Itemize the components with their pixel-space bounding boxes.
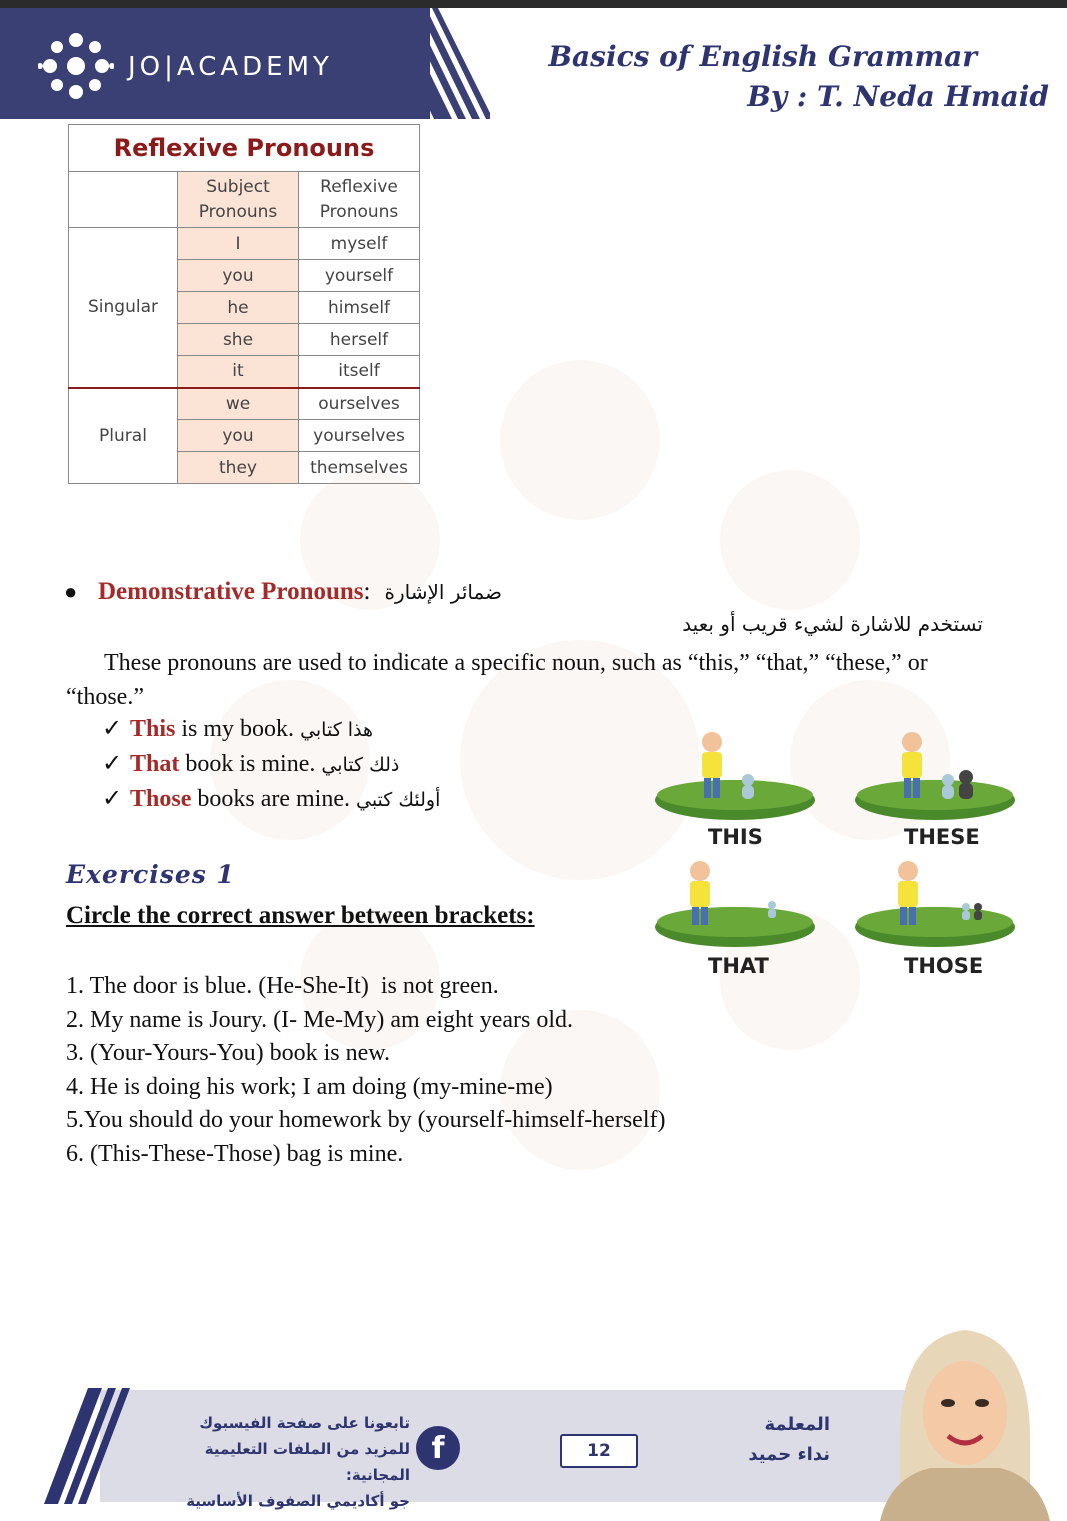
jo-academy-logo-icon bbox=[38, 28, 114, 104]
example-rest: is my book. bbox=[175, 716, 301, 742]
question-item: 3. (Your-Yours-You) book is new. bbox=[66, 1040, 391, 1066]
list-item bbox=[102, 747, 440, 782]
reflexive-cell: itself bbox=[299, 356, 420, 388]
subject-cell: you bbox=[178, 420, 299, 452]
facebook-follow-text bbox=[170, 1410, 410, 1514]
table-title: Reflexive Pronouns bbox=[69, 125, 420, 172]
check-icon: ✓ bbox=[102, 786, 123, 812]
example-arabic: أولئك كتبي bbox=[355, 789, 441, 811]
exercise-questions bbox=[66, 970, 665, 1171]
teacher-line: نداء حميد bbox=[748, 1444, 830, 1465]
label-those: THOSE bbox=[904, 954, 984, 978]
label-that: THAT bbox=[708, 954, 769, 978]
reflexive-cell: ourselves bbox=[299, 388, 420, 420]
example-word: Those bbox=[130, 786, 192, 812]
label-this: THIS bbox=[708, 825, 763, 849]
question-item: 5.You should do your homework by (yourself-himself-herself) bbox=[66, 1107, 666, 1133]
check-icon: ✓ bbox=[102, 716, 123, 742]
top-border bbox=[0, 0, 1067, 8]
example-word: That bbox=[130, 751, 180, 777]
header-stripes bbox=[380, 8, 490, 119]
colon: : bbox=[363, 578, 371, 605]
list-item bbox=[102, 712, 440, 747]
demonstrative-illustration bbox=[650, 725, 1040, 985]
reflexive-cell: himself bbox=[299, 292, 420, 324]
demonstrative-heading bbox=[64, 578, 502, 606]
reflexive-cell: yourself bbox=[299, 260, 420, 292]
question-item: 2. My name is Joury. (I- Me-My) am eight years old. bbox=[66, 1006, 573, 1033]
example-arabic: هذا كتابي bbox=[300, 719, 374, 741]
subject-cell: it bbox=[178, 356, 299, 388]
document-author: By : T. Neda Hmaid bbox=[747, 80, 1049, 113]
reflexive-cell: yourselves bbox=[299, 420, 420, 452]
brand-name: JO|ACADEMY bbox=[128, 52, 333, 82]
teacher-portrait bbox=[870, 1318, 1060, 1521]
reflexive-pronouns-header bbox=[299, 172, 420, 228]
footer-line: للمزيد من الملفات التعليمية المجانية: bbox=[204, 1440, 410, 1484]
plural-label: Plural bbox=[69, 388, 178, 484]
illustration-drawing bbox=[650, 725, 1040, 985]
header-line: Pronouns bbox=[319, 201, 399, 222]
footer-line: جو أكاديمي الصفوف الأساسية bbox=[186, 1492, 410, 1510]
teacher-line: المعلمة bbox=[764, 1414, 830, 1435]
reflexive-pronouns-table bbox=[68, 124, 420, 484]
bullet-icon: ● bbox=[64, 579, 78, 604]
teacher-name bbox=[700, 1410, 830, 1470]
example-rest: book is mine. bbox=[179, 751, 322, 777]
header-line: Subject bbox=[206, 176, 270, 197]
reflexive-cell: themselves bbox=[299, 452, 420, 484]
question-item: 1. The door is blue. (He-She-It) is not green. bbox=[66, 973, 499, 999]
reflexive-cell: herself bbox=[299, 324, 420, 356]
question-item: 4. He is doing his work; I am doing (my-mine-me) bbox=[66, 1073, 553, 1100]
question-item: 6. (This-These-Those) bag is mine. bbox=[66, 1140, 404, 1167]
empty-header-cell bbox=[69, 172, 178, 228]
subject-pronouns-header bbox=[178, 172, 299, 228]
demonstrative-term: Demonstrative Pronouns bbox=[98, 578, 364, 605]
examples-list bbox=[102, 712, 440, 817]
demonstrative-intro: These pronouns are used to indicate a specific noun, such as “this,” “that,” “these,” or “those.” bbox=[66, 650, 928, 710]
singular-label: Singular bbox=[69, 228, 178, 388]
document-title: Basics of English Grammar bbox=[548, 40, 977, 73]
example-arabic: ذلك كتابي bbox=[321, 754, 400, 776]
subject-cell: he bbox=[178, 292, 299, 324]
usage-note-arabic: تستخدم للاشارة لشيء قريب أو بعيد bbox=[682, 612, 983, 636]
header-line: Pronouns bbox=[198, 201, 278, 222]
subject-cell: I bbox=[178, 228, 299, 260]
footer-line: تابعونا على صفحة الفيسبوك bbox=[199, 1414, 410, 1432]
example-word: This bbox=[130, 716, 176, 742]
exercises-heading: Exercises 1 bbox=[66, 860, 235, 889]
facebook-icon[interactable]: f bbox=[416, 1426, 460, 1470]
footer-slashes bbox=[44, 1388, 134, 1504]
page-number: 12 bbox=[560, 1434, 638, 1468]
subject-cell: they bbox=[178, 452, 299, 484]
demonstrative-term-arabic: ضمائر الإشارة bbox=[384, 580, 503, 604]
list-item bbox=[102, 782, 440, 817]
reflexive-cell: myself bbox=[299, 228, 420, 260]
example-rest: books are mine. bbox=[191, 786, 356, 812]
subject-cell: we bbox=[178, 388, 299, 420]
subject-cell: she bbox=[178, 324, 299, 356]
header-line: Reflexive bbox=[320, 176, 398, 197]
exercise-instruction: Circle the correct answer between brackets: bbox=[66, 902, 535, 929]
check-icon: ✓ bbox=[102, 751, 123, 777]
label-these: THESE bbox=[904, 825, 980, 849]
subject-cell: you bbox=[178, 260, 299, 292]
